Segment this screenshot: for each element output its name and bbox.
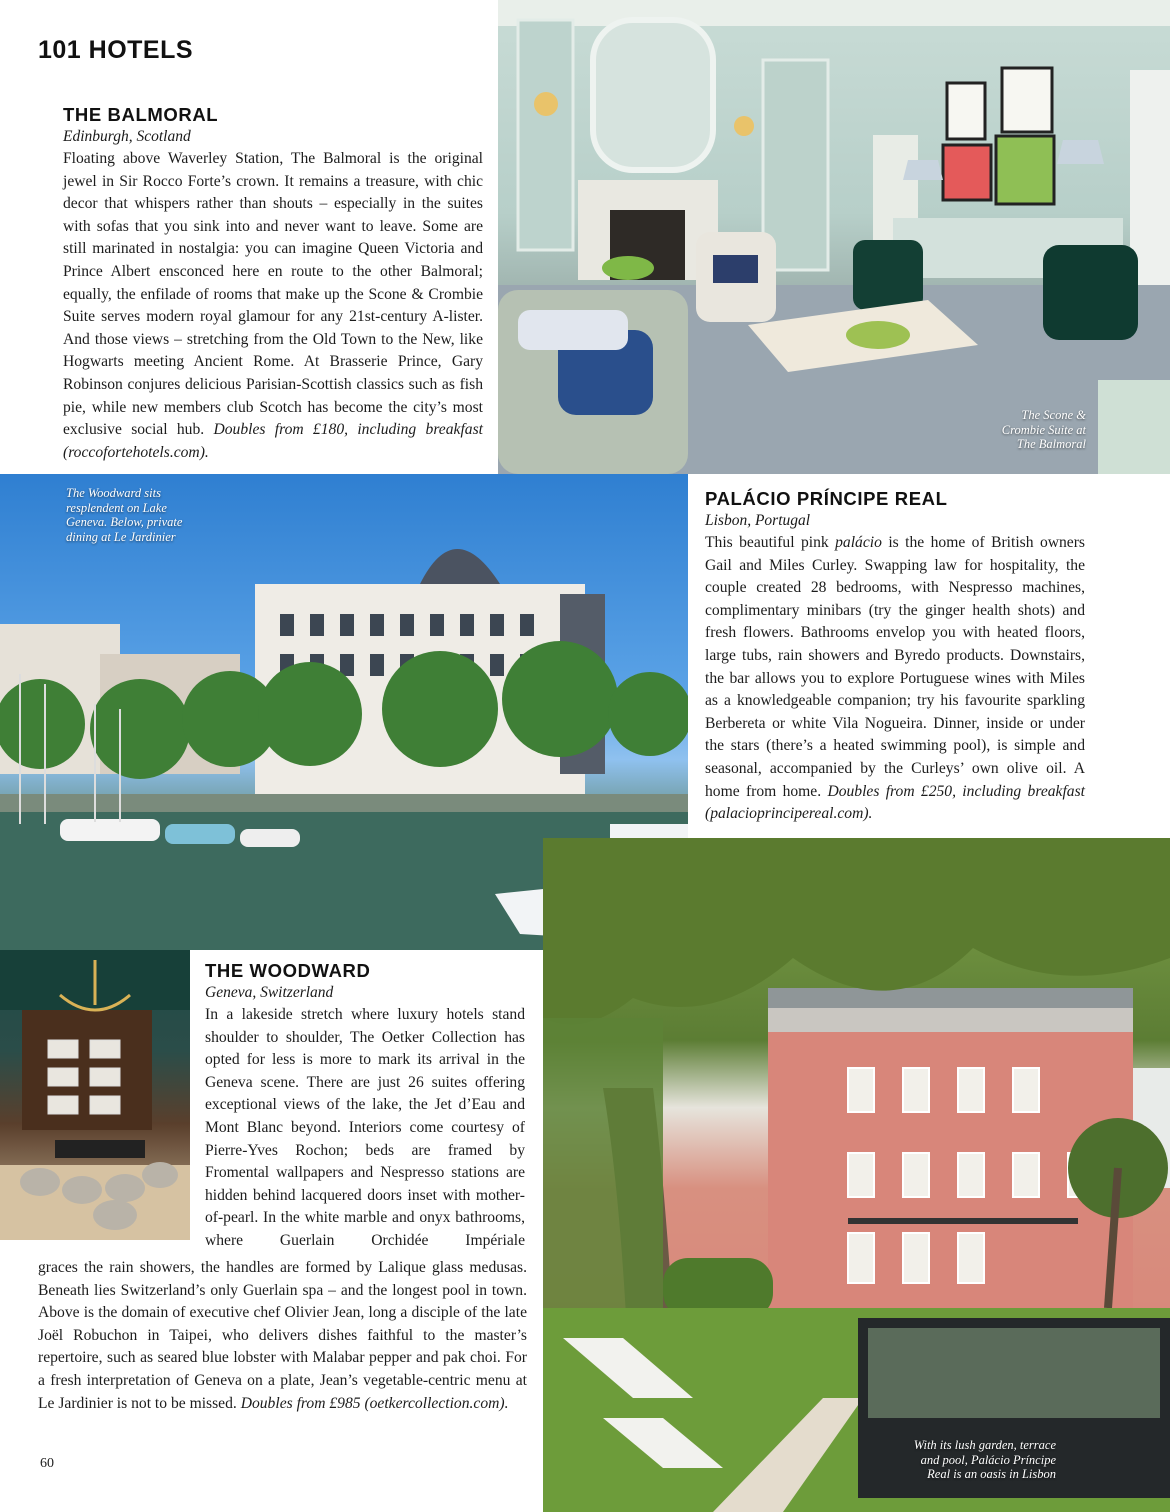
woodward-body-wide bbox=[38, 1257, 527, 1415]
article-balmoral bbox=[63, 104, 483, 464]
jardinier-dining-illustration bbox=[0, 950, 190, 1240]
balmoral-body-text: Floating above Waverley Station, The Balmoral is the original jewel in Sir Rocco Forte’s crown. It remains a treasure, with chic decor that whispers rather than shouts – especially in the suites with sofas that you sink into and never want to leave. Some are still marinated in nostalgia: you can imagine Queen Victoria and Prince Albert ensconced here en route to the other Balmoral; equally, the enfilade of rooms that make up the Scone & Crombie Suite serves modern royal glamour for any 21st-century A-lister. And those views – stretching from the Old Town to the New, like Hogwarts meeting Ancient Rome. At Brasserie Prince, Gary Robinson conjures delicious Parisian-Scottish classics such as fish pie, while new members club Scotch has become the city’s most exclusive social hub. bbox=[63, 150, 483, 439]
palacio-location: Lisbon, Portugal bbox=[705, 512, 811, 529]
balmoral-title: THE BALMORAL bbox=[63, 104, 219, 125]
balmoral-body bbox=[63, 148, 483, 464]
photo-jardinier-dining bbox=[0, 950, 190, 1240]
palacio-body-start: This beautiful pink bbox=[705, 534, 836, 551]
woodward-location: Geneva, Switzerland bbox=[205, 984, 334, 1001]
woodward-body-narrow: In a lakeside stretch where luxury hotels stand shoulder to shoulder, The Oetker Collection has opted for less is more to mark its arrival in the Geneva scene. There are just 26 suites offering exceptional views of the lake, the Jet d’Eau and Mont Blanc beyond. Interiors come courtesy of Pierre-Yves Rochon; beds are framed by Fromental wallpapers and Nespresso stations are hidden behind lacquered doors inset with mother-of-pearl. In the white marble and onyx bathrooms, where Guerlain Orchidée Impériale bbox=[205, 1006, 525, 1249]
palacio-photo-caption: With its lush garden, terrace and pool, Palácio Príncipe Real is an oasis in Lisbon bbox=[913, 1438, 1056, 1481]
woodward-title: THE WOODWARD bbox=[205, 960, 371, 981]
balmoral-location: Edinburgh, Scotland bbox=[63, 128, 191, 145]
photo-balmoral-suite bbox=[498, 0, 1170, 474]
balmoral-suite-illustration bbox=[498, 0, 1170, 474]
photo-palacio-garden bbox=[543, 838, 1170, 1512]
palacio-body bbox=[705, 532, 1085, 826]
article-woodward-continued bbox=[38, 1257, 527, 1415]
section-label: 101 HOTELS bbox=[38, 36, 194, 64]
palacio-body-rest: is the home of British owners Gail and Miles Curley. Swapping law for hospitality, the couple created 28 bedrooms, with Nespresso machines, complimentary minibars (try the ginger health shots) and fresh flowers. Bathrooms envelop you with heated floors, large tubs, rain showers and Byredo products. Downstairs, the bar allows you to explore Portuguese wines with Miles as a knowledgeable companion; try his favourite sparkling Berbereta or white Vila Nogueira. Dinner, inside or under the stars (there’s a heated swimming pool), is simple and seasonal, accompanied by the Curleys’ own olive oil. A home from home. bbox=[705, 534, 1085, 800]
palacio-title: PALÁCIO PRÍNCIPE REAL bbox=[705, 488, 948, 509]
article-woodward bbox=[205, 960, 525, 1253]
palacio-garden-illustration bbox=[543, 838, 1170, 1512]
page-number: 60 bbox=[40, 1456, 54, 1471]
article-palacio bbox=[705, 488, 1085, 826]
palacio-price: Doubles from £250, including breakfast (palacioprincipereal.com). bbox=[705, 782, 1085, 823]
woodward-photo-caption: The Woodward sits resplendent on Lake Geneva. Below, private dining at Le Jardinier bbox=[66, 486, 183, 544]
woodward-price: Doubles from £985 (oetkercollection.com). bbox=[240, 1394, 509, 1412]
palacio-body-italic: palácio bbox=[835, 534, 882, 551]
balmoral-photo-caption: The Scone & Crombie Suite at The Balmoral bbox=[1001, 408, 1086, 451]
balmoral-price: Doubles from £180, including breakfast (roccofortehotels.com). bbox=[63, 421, 483, 461]
woodward-body-wide-text: graces the rain showers, the handles are formed by Lalique glass medusas. Beneath lies Switzerland’s only Guerlain spa – and the longest pool in town. Above is the domain of executive chef Olivier Jean, long a disciple of the late Joël Robuchon in Taipei, who delivers dishes faithful to the master’s repertoire, such as seared blue lobster with Malabar pepper and pak choi. For a fresh interpretation of Geneva on a plate, Jean’s vegetable-centric menu at Le Jardinier is not to be missed. bbox=[38, 1259, 527, 1412]
